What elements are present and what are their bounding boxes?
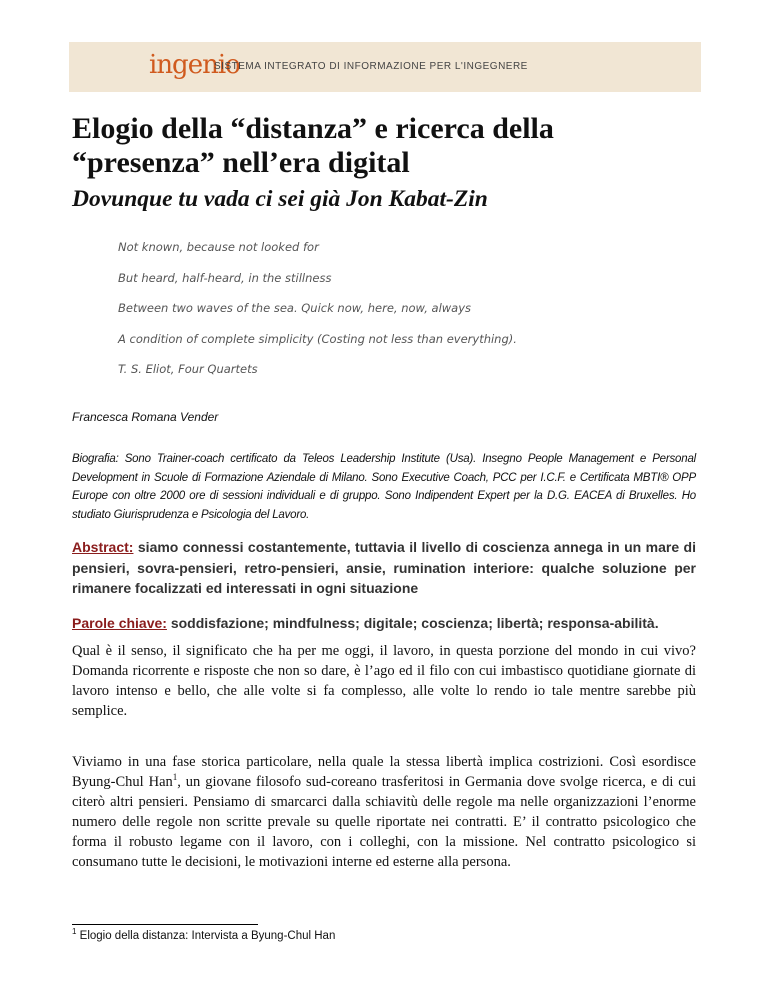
keywords xyxy=(72,613,696,633)
poem-line: But heard, half-heard, in the stillness xyxy=(118,270,332,285)
body-paragraph-2 xyxy=(72,752,696,872)
author-bio: Biografia: Sono Trainer-coach certificato da Teleos Leadership Institute (Usa). Insegno People Management e Personal Development in Scuole di Formazione Aziendale di Milano. Sono Executive Coach, PCC per I.C.F. e Certificata MBTI® OPP Europe con oltre 2000 ore di sessioni individuali e di gruppo. Sono Indipendent Expert per la D.G. EACEA di Bruxelles. Ho studiato Giurisprudenza e Psicologia del Lavoro. xyxy=(72,453,696,521)
header-tagline: SISTEMA INTEGRATO DI INFORMAZIONE PER L'INGEGNERE xyxy=(214,61,528,72)
footnote-ref[interactable]: 1 xyxy=(172,772,178,783)
ingenio-logo: ingenio xyxy=(149,50,240,80)
paragraph-text: , un giovane filosofo sud-coreano trasferitosi in Germania dove svolge ricerca, e di cui citerò altri pensieri. Pensiamo di smarcarci dalla schiavitù delle regole ma nelle organizzazioni l’enorme numero delle regole non scritte prevale su quelle riportate nei contratti. E’ il contratto psicologico che forma il robusto legame con il lavoro, con i colleghi, con la missione. Nel contratto psicologico si consumano tutte le decisioni, le motivazioni interne ed esterne alla persona. xyxy=(72,774,696,870)
keywords-text: soddisfazione; mindfulness; digitale; coscienza; libertà; responsa-abilità. xyxy=(166,615,659,631)
header-banner xyxy=(69,42,701,92)
author-name: Francesca Romana Vender xyxy=(72,410,219,424)
footnote-divider xyxy=(72,924,258,925)
keywords-label: Parole chiave: xyxy=(72,615,167,631)
abstract-label: Abstract: xyxy=(72,539,134,555)
article-subtitle: Dovunque tu vada ci sei già Jon Kabat-Zin xyxy=(72,186,488,212)
epigraph-poem xyxy=(118,238,517,391)
poem-line: A condition of complete simplicity (Costing not less than everything). xyxy=(118,331,517,346)
poem-line: Between two waves of the sea. Quick now, here, now, always xyxy=(118,301,472,315)
footnote xyxy=(72,927,336,942)
body-paragraph-1: Qual è il senso, il significato che ha per me oggi, il lavoro, in questa porzione del mondo in cui vivo? Domanda ricorrente e risposte che non so dare, è l’ago ed il filo con cui imbastisco quotidiane giornate di lavoro intenso e bello, che alle volte si fa complesso, alle volte lo rendo io tale mentre sarebbe più semplice. xyxy=(72,643,696,719)
footnote-number: 1 xyxy=(72,927,77,937)
poem-attribution: T. S. Eliot, Four Quartets xyxy=(118,362,258,376)
paragraph-text: Viviamo in una fase storica particolare, nella quale la stessa libertà implica costrizioni. Così esordisce Byung-Chul Han xyxy=(72,754,696,790)
footnote-text: Elogio della distanza: Intervista a Byung-Chul Han xyxy=(76,930,336,942)
poem-line: Not known, because not looked for xyxy=(118,240,319,254)
article-title: Elogio della “distanza” e ricerca della “presenza” nell’era digital xyxy=(72,112,554,179)
abstract-text: siamo connessi costantemente, tuttavia il livello di coscienza annega in un mare di pensieri, sovra-pensieri, retro-pensieri, ansie, rumination interiore: qualche soluzione per rimanere focalizzati ed interessati in ogni situazione xyxy=(72,539,696,596)
abstract xyxy=(72,537,696,599)
